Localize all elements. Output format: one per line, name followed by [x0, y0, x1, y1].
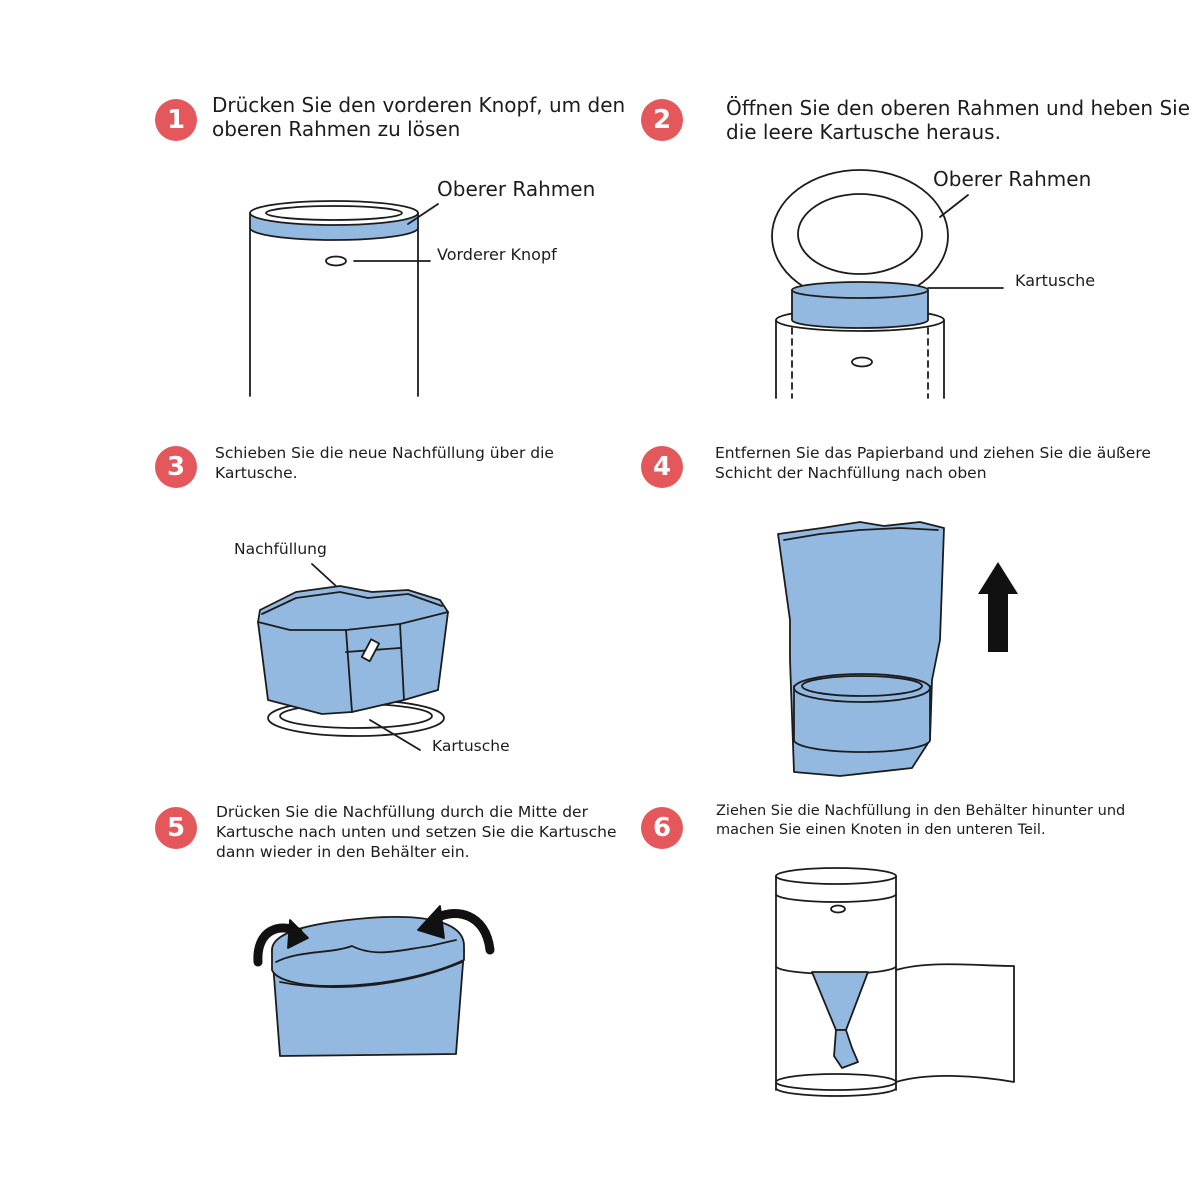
label-cartridge-step2: Kartusche [1015, 271, 1096, 290]
step-4-refill [778, 522, 944, 776]
arrow-up-icon [978, 562, 1018, 652]
step-5-number: 5 [155, 807, 197, 849]
step-4-number: 4 [641, 446, 683, 488]
label-cartridge-step3: Kartusche [432, 737, 510, 755]
step-6-number: 6 [641, 807, 683, 849]
step-1-number: 1 [155, 99, 197, 141]
step-3-refill [258, 564, 448, 750]
label-refill-step3: Nachfüllung [234, 540, 327, 558]
step-2-bin [772, 170, 1003, 398]
front-button [326, 257, 346, 266]
label-top-frame-step2: Oberer Rahmen [933, 167, 1092, 191]
step-6-text: Ziehen Sie die Nachfüllung in den Behälter hinunter und machen Sie einen Knoten in den unteren Teil. [716, 803, 1126, 839]
step-4-text: Entfernen Sie das Papierband und ziehen Sie die äußere Schicht der Nachfüllung nach oben [715, 444, 1151, 483]
step-1-text: Drücken Sie den vorderen Knopf, um den oberen Rahmen zu lösen [212, 93, 626, 141]
step-2-number: 2 [641, 99, 683, 141]
step-3-number: 3 [155, 446, 197, 488]
label-top-frame-step1: Oberer Rahmen [437, 177, 596, 201]
step-6-bin [776, 868, 1014, 1096]
step-3-text: Schieben Sie die neue Nachfüllung über die Kartusche. [215, 444, 554, 483]
step-5-text: Drücken Sie die Nachfüllung durch die Mitte der Kartusche nach unten und setzen Sie die Kartusche dann wieder in den Behälter ein. [216, 803, 617, 862]
label-front-button: Vorderer Knopf [437, 245, 557, 264]
step-2-text: Öffnen Sie den oberen Rahmen und heben Sie die leere Kartusche heraus. [726, 96, 1191, 144]
step-1-bin [250, 201, 438, 396]
